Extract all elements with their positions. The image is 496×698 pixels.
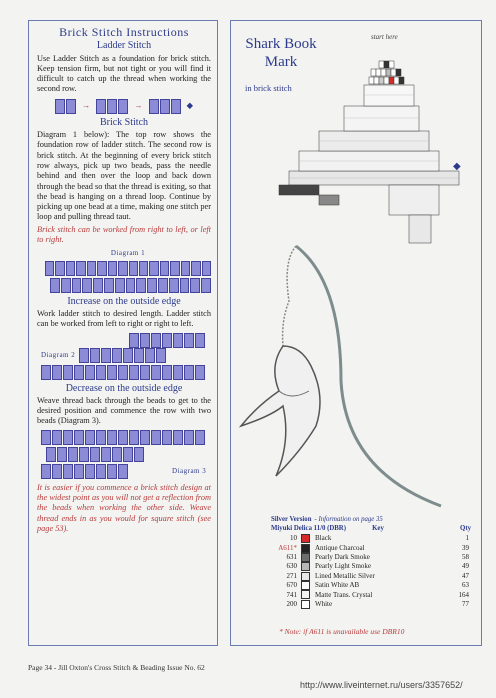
legend-row [271,562,471,571]
legend-swatch [299,581,313,590]
chart-needle-icon: ◆ [453,161,461,172]
diagram-2 [41,333,211,380]
page-footer: Page 34 - Jill Oxton's Cross Stitch & Beading Issue No. 62 [28,663,205,672]
legend-row [271,600,471,609]
diagram-1-label: Diagram 1 [110,249,146,258]
instructions-panel [28,20,218,646]
diagram-1 [45,248,211,292]
legend-code: A611* [278,543,297,552]
legend-code: 630 [286,562,297,571]
legend-col-code: Miyuki Delica 11/0 (DBR) [271,525,346,532]
color-key [271,515,471,609]
needle-icon: ◆ [186,101,193,111]
brick-stitch-text: Diagram 1 below): The top row shows the foundation row of ladder stitch. The second row is brick stitch. At the beginning of every brick stitch row always, pick up two beads, pass the needle behind and then over the loop and back down through the bead so that the thread is exiting, so that the bead is hanging on a thread loop. Continue by picking up one bead at a time, making one stitch per loop and pulling thread taut. [37,130,211,222]
legend-row [271,590,471,599]
legend-code: 10 [290,534,297,543]
watermark-url: http://www.liveinternet.ru/users/3357652/ [300,680,463,690]
legend-swatch [299,590,313,599]
legend-info: - Information on page 35 [314,516,383,523]
decrease-text: Weave thread back through the beads to get to the desired position and commence the row with two beads (Diagram 3). [37,395,211,426]
legend-row [271,553,471,562]
diagram-2-label: Diagram 2 [41,350,76,359]
legend-code: 631 [286,552,297,561]
legend-color-name: Lined Metallic Silver [315,571,375,580]
legend-col-qty: Qty [460,525,471,532]
legend-color-name: Black [315,534,332,543]
ladder-stitch-title: Ladder Stitch [96,40,152,52]
legend-qty: 47 [462,571,469,580]
legend-table [271,534,471,609]
legend-version: Silver Version [271,516,312,523]
legend-qty: 58 [462,552,469,561]
legend-color-name: Antique Charcoal [315,543,365,552]
legend-color-name: Matte Trans. Crystal [315,590,373,599]
legend-col-key: Key [372,525,384,532]
legend-swatch [299,553,313,562]
legend-code: 200 [286,599,297,608]
legend-swatch [299,534,313,543]
legend-qty: 63 [462,581,469,590]
legend-color-name: Pearly Dark Smoke [315,552,370,561]
increase-title: Increase on the outside edge [67,295,181,307]
pattern-title: Shark Book Mark [245,36,317,70]
legend-code: 670 [286,581,297,590]
chart-head [369,61,404,84]
legend-qty: 1 [465,534,469,543]
legend-qty: 49 [462,562,469,571]
increase-text: Work ladder stitch to desired length. Ladder stitch can be worked from left to right or right to left. [37,308,211,329]
ladder-diagram: → → ◆ [37,99,211,114]
legend-row [271,534,471,543]
start-here-label: start here [371,33,398,41]
legend-code: 741 [286,590,297,599]
decrease-title: Decrease on the outside edge [65,382,183,394]
bookmark-photo [231,241,483,511]
pattern-subtitle: in brick stitch [245,83,292,93]
legend-qty: 77 [462,599,469,608]
legend-row [271,581,471,590]
instructions-heading: Brick Stitch Instructions [59,25,189,39]
legend-swatch [299,572,313,581]
diagram-3-label: Diagram 3 [172,467,207,476]
legend-row [271,572,471,581]
diagram-3 [41,430,211,479]
ladder-stitch-text: Use Ladder Stitch as a foundation for brick stitch. Keep tension firm, but not tight or you will find it difficult to catch up the thread when working the second row. [37,53,211,94]
legend-code: 271 [286,571,297,580]
tip-text: It is easier if you commence a brick stitch design at the widest point as you will not get a reflection from the beads when working the other side. Weave thread ends in as you would for square stitch (see page 53). [37,482,211,533]
brick-stitch-title: Brick Stitch [99,116,149,128]
pattern-panel [230,20,482,646]
legend-color-name: Satin White AB [315,581,360,590]
legend-color-name: Pearly Light Smoke [315,562,371,571]
legend-row [271,543,471,552]
legend-swatch [299,600,313,609]
legend-swatch [299,562,313,571]
legend-qty: 164 [458,590,469,599]
chart-body [279,85,459,243]
legend-color-name: White [315,599,333,608]
shark-bead-chart [259,51,479,251]
brick-stitch-note: Brick stitch can be worked from right to left, or left to right. [37,224,211,245]
legend-note: * Note: if A611 is unavailable use DBR10 [279,627,405,636]
legend-swatch [299,543,313,552]
legend-qty: 39 [462,543,469,552]
